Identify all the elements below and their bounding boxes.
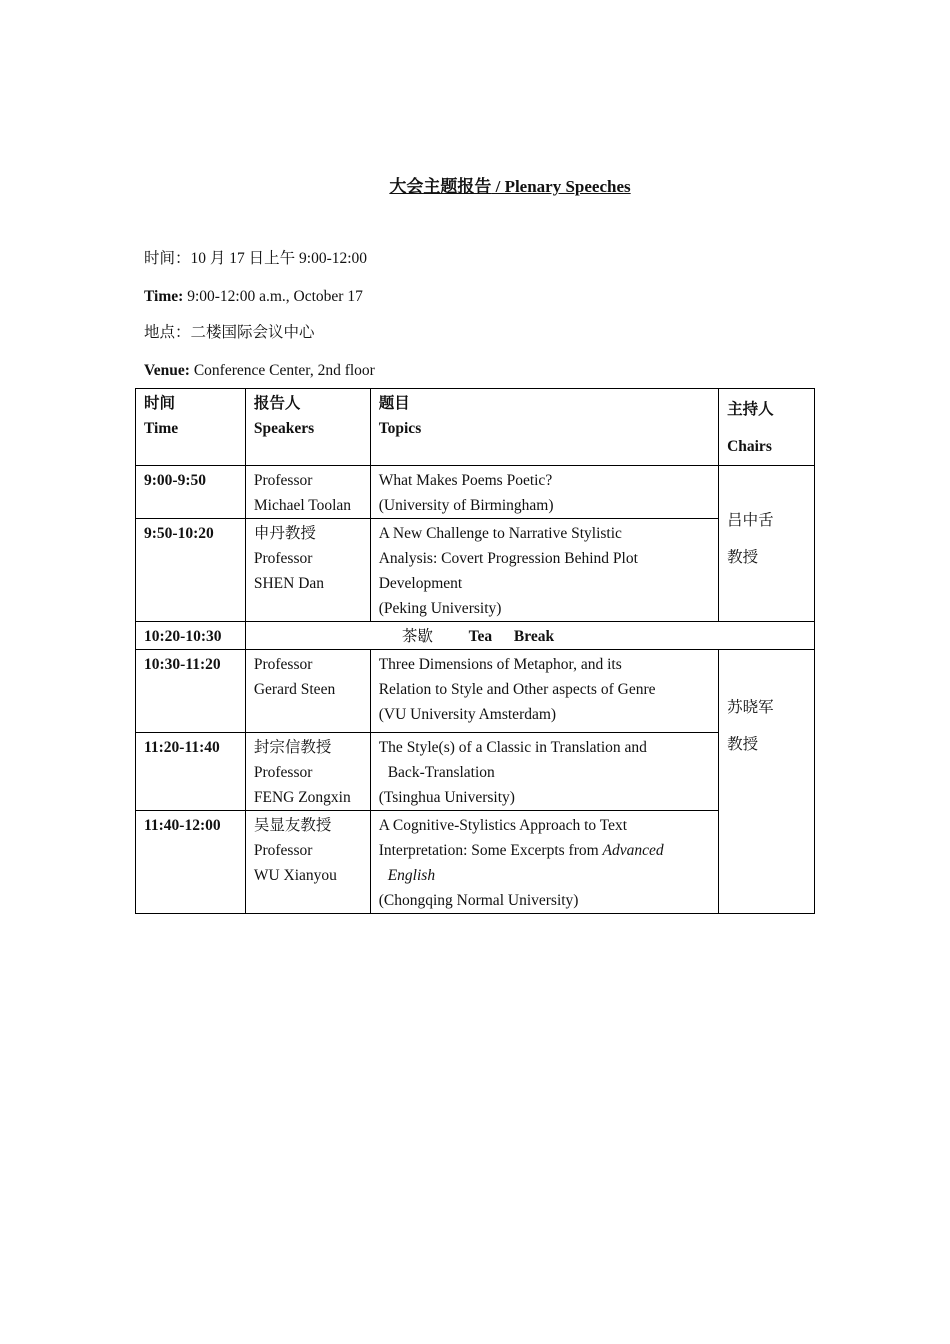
speaker-line: 吴显友教授 [253, 817, 332, 834]
header-topics [370, 389, 718, 466]
break-cn: 茶歇 [401, 628, 433, 645]
row-speaker [245, 811, 370, 914]
topic-line: (Peking University) [378, 600, 502, 617]
header-time-en: Time [144, 420, 179, 437]
topic-line: Development [378, 575, 463, 592]
speaker-line: 申丹教授 [253, 525, 316, 542]
topic-line: The Style(s) of a Classic in Translation and [378, 739, 647, 756]
topic-line: Relation to Style and Other aspects of Genre [378, 681, 656, 698]
row-time: 9:00-9:50 [136, 466, 246, 519]
topic-text: Interpretation: Some Excerpts from [378, 842, 603, 859]
break-en-2: Break [513, 628, 555, 645]
row-topic [370, 650, 718, 733]
speaker-line: Gerard Steen [253, 681, 336, 698]
topic-line: (Chongqing Normal University) [378, 892, 579, 909]
tea-break-row [136, 622, 815, 650]
row-topic [370, 733, 718, 811]
topic-line: Analysis: Covert Progression Behind Plot [378, 550, 638, 567]
row-time: 11:40-12:00 [136, 811, 246, 914]
venue-en-label: Venue: [144, 362, 190, 379]
table-row [136, 650, 815, 733]
venue-en-value: Conference Center, 2nd floor [189, 362, 375, 379]
row-speaker [245, 733, 370, 811]
row-time: 10:30-11:20 [136, 650, 246, 733]
time-en-label: Time: [144, 288, 184, 305]
time-cn-value: 10 月 17 日上午 9:00-12:00 [190, 250, 368, 267]
break-en-1: Tea [468, 628, 493, 645]
chair-title: 教授 [727, 549, 759, 566]
header-chairs-en: Chairs [727, 438, 772, 455]
header-speakers [245, 389, 370, 466]
topic-italic: Advanced [602, 842, 664, 859]
title-en: / Plenary Speeches [491, 177, 631, 196]
speaker-line: Michael Toolan [253, 497, 352, 514]
table-row [136, 811, 815, 914]
header-time-cn: 时间 [144, 395, 176, 412]
tea-break-label [245, 622, 814, 650]
table-row [136, 466, 815, 519]
speaker-line: WU Xianyou [253, 867, 337, 884]
header-time [136, 389, 246, 466]
chair-title: 教授 [727, 736, 759, 753]
page-title [0, 172, 950, 197]
chair-cell-morning-1 [719, 466, 815, 622]
venue-cn-value: 二楼国际会议中心 [190, 324, 315, 341]
row-speaker [245, 466, 370, 519]
topic-line: Back-Translation [387, 764, 495, 781]
title-cn: 大会主题报告 [389, 177, 492, 196]
row-time: 9:50-10:20 [136, 519, 246, 622]
topic-italic: English [387, 867, 436, 884]
chair-name: 苏晓军 [727, 699, 774, 716]
speaker-line: 封宗信教授 [253, 739, 332, 756]
header-chairs-cn: 主持人 [727, 401, 774, 418]
topic-line: (Tsinghua University) [378, 789, 515, 806]
speaker-line: FENG Zongxin [253, 789, 351, 806]
topic-line: Three Dimensions of Metaphor, and its [378, 656, 622, 673]
header-topics-cn: 题目 [378, 395, 410, 412]
topic-line: A Cognitive-Stylistics Approach to Text [378, 817, 628, 834]
time-en-line [144, 287, 363, 307]
speaker-line: Professor [253, 472, 313, 489]
speaker-line: SHEN Dan [253, 575, 325, 592]
chair-name: 吕中舌 [727, 512, 774, 529]
time-en-value: 9:00-12:00 a.m., October 17 [183, 288, 363, 305]
speaker-line: Professor [253, 842, 313, 859]
header-chairs [719, 389, 815, 466]
topic-line [379, 838, 710, 863]
row-time: 10:20-10:30 [136, 622, 246, 650]
speaker-line: Professor [253, 550, 313, 567]
header-speakers-cn: 报告人 [253, 395, 301, 412]
header-topics-en: Topics [378, 420, 422, 437]
row-topic [370, 811, 718, 914]
speaker-line: Professor [253, 764, 313, 781]
topic-line: (VU University Amsterdam) [378, 706, 557, 723]
table-row [136, 733, 815, 811]
time-cn-label: 时间： [144, 250, 191, 267]
header-speakers-en: Speakers [253, 420, 315, 437]
venue-en-line [144, 361, 375, 381]
row-time: 11:20-11:40 [136, 733, 246, 811]
table-row [136, 519, 815, 622]
row-speaker [245, 519, 370, 622]
row-topic [370, 519, 718, 622]
table-header-row [136, 389, 815, 466]
topic-line: A New Challenge to Narrative Stylistic [378, 525, 622, 542]
time-cn-line [144, 249, 367, 269]
speaker-line: Professor [253, 656, 313, 673]
row-speaker [245, 650, 370, 733]
venue-cn-line [144, 323, 315, 343]
venue-cn-label: 地点： [144, 324, 191, 341]
topic-line: What Makes Poems Poetic? [378, 472, 553, 489]
chair-cell-morning-2 [719, 650, 815, 914]
topic-line: (University of Birmingham) [378, 497, 554, 514]
schedule-table [135, 388, 815, 914]
row-topic [370, 466, 718, 519]
